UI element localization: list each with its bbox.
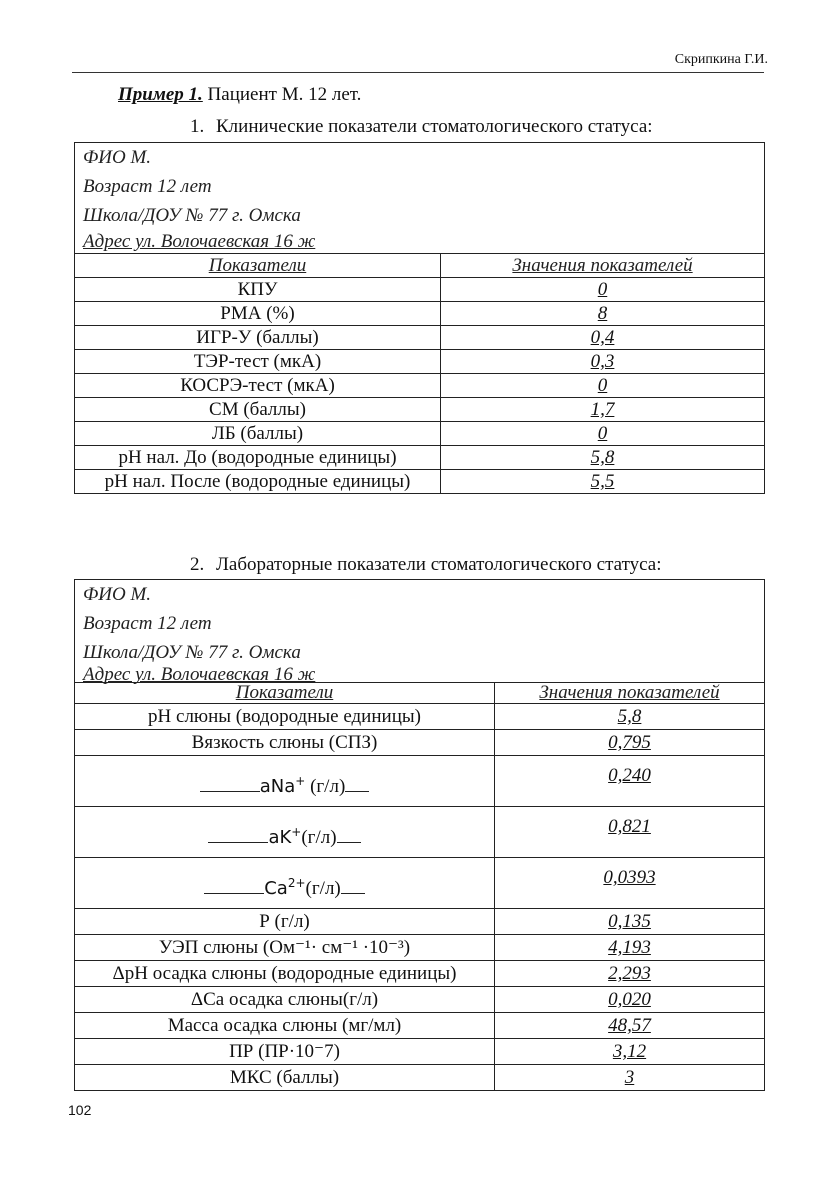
running-header-author: Скрипкина Г.И. [674,52,768,67]
patient-address: Адрес ул. Волочаевская 16 ж [83,231,316,252]
column-header-indicators: Показатели [75,254,441,278]
section1-title [190,116,653,138]
page-number: 102 [68,1102,92,1118]
underline-blank [345,789,369,792]
ion-unit: (г/л) [301,827,337,848]
indicator-value: 5,5 [441,470,765,494]
ion-symbol [260,776,306,797]
column-header-indicators: Показатели [75,683,495,704]
indicator-name: pH нал. До (водородные единицы) [75,446,441,470]
indicator-name: ΔpH осадка слюны (водородные единицы) [75,961,495,987]
clinical-table [74,142,765,494]
indicator-name: Масса осадка слюны (мг/мл) [75,1013,495,1039]
indicator-name: ЛБ (баллы) [75,422,441,446]
indicator-name [75,756,495,807]
table-row [75,961,765,987]
indicator-value: 0,020 [495,987,765,1013]
indicator-name: КПУ [75,278,441,302]
indicator-value: 4,193 [495,935,765,961]
indicator-name: УЭП слюны (Ом⁻¹· см⁻¹ ·10⁻³) [75,935,495,961]
indicator-value: 0,3 [441,350,765,374]
table-row [75,470,765,494]
table-row [75,1065,765,1091]
section2-title [190,554,662,576]
table-row [75,935,765,961]
indicator-name: МКС (баллы) [75,1065,495,1091]
table-row [75,326,765,350]
section1-title-text: Клинические показатели стоматологического статуса: [216,116,653,137]
column-header-values: Значения показателей [495,683,765,704]
ion-charge: + [295,774,306,788]
underline-blank [208,840,268,843]
ion-base: Ca [264,878,288,899]
indicator-value: 48,57 [495,1013,765,1039]
indicator-value: 2,293 [495,961,765,987]
table-row [75,858,765,909]
indicator-name: РМА (%) [75,302,441,326]
patient-age: Возраст 12 лет [83,176,212,197]
laboratory-table [74,579,765,1091]
ion-charge: + [291,825,302,839]
indicator-name: pH слюны (водородные единицы) [75,704,495,730]
table-row [75,756,765,807]
indicator-value: 0,821 [495,807,765,858]
indicator-name: СМ (баллы) [75,398,441,422]
table-row [75,422,765,446]
ion-symbol [268,827,301,848]
table-row [75,807,765,858]
table-row [75,1039,765,1065]
indicator-value: 3,12 [495,1039,765,1065]
table-row [75,398,765,422]
indicator-name: КОСРЭ-тест (мкА) [75,374,441,398]
patient-address: Адрес ул. Волочаевская 16 ж [83,664,316,685]
table-row [75,704,765,730]
patient-age: Возраст 12 лет [83,613,212,634]
underline-blank [204,891,264,894]
ion-unit: (г/л) [305,776,346,797]
ion-symbol [264,878,305,899]
indicator-value: 3 [495,1065,765,1091]
section2-number: 2. [190,554,205,575]
example-heading [118,84,361,106]
indicator-value: 0,4 [441,326,765,350]
table-row [75,446,765,470]
indicator-name: ИГР-У (баллы) [75,326,441,350]
indicator-name [75,858,495,909]
table-row [75,730,765,756]
indicator-value: 0,795 [495,730,765,756]
underline-blank [341,891,365,894]
ion-base: aK [268,827,292,848]
underline-blank [337,840,361,843]
example-text: Пациент М. 12 лет. [207,84,362,105]
indicator-name: pH нал. После (водородные единицы) [75,470,441,494]
ion-unit: (г/л) [305,878,341,899]
indicator-value: 0 [441,278,765,302]
column-header-values: Значения показателей [441,254,765,278]
indicator-value: 0,135 [495,909,765,935]
indicator-name [75,807,495,858]
patient-school: Школа/ДОУ № 77 г. Омска [83,642,301,663]
patient-name: ФИО М. [83,584,152,605]
indicator-name: ПР (ПР·10⁻7) [75,1039,495,1065]
indicator-value: 8 [441,302,765,326]
indicator-value: 5,8 [441,446,765,470]
indicator-value: 1,7 [441,398,765,422]
indicator-value: 5,8 [495,704,765,730]
clinical-table-body [75,278,765,494]
table-row [75,278,765,302]
laboratory-table-body [75,704,765,1091]
indicator-name: ΔCa осадка слюны(г/л) [75,987,495,1013]
table-row [75,987,765,1013]
table-row [75,302,765,326]
indicator-name: Р (г/л) [75,909,495,935]
header-divider [72,72,764,73]
underline-blank [200,789,260,792]
example-title: Пример 1. [118,84,203,105]
indicator-value: 0 [441,422,765,446]
indicator-name: Вязкость слюны (СПЗ) [75,730,495,756]
indicator-value: 0,240 [495,756,765,807]
ion-charge: 2+ [287,876,306,890]
patient-info-2 [75,580,765,683]
table-row [75,1013,765,1039]
section1-number: 1. [190,116,205,137]
patient-school: Школа/ДОУ № 77 г. Омска [83,205,301,226]
table-row [75,374,765,398]
indicator-name: ТЭР-тест (мкА) [75,350,441,374]
indicator-value: 0 [441,374,765,398]
table-row [75,909,765,935]
table-row [75,350,765,374]
section2-title-text: Лабораторные показатели стоматологического статуса: [216,554,662,575]
indicator-value: 0,0393 [495,858,765,909]
patient-name: ФИО М. [83,147,152,168]
patient-info-1 [75,143,765,254]
ion-base: aNa [259,776,296,797]
